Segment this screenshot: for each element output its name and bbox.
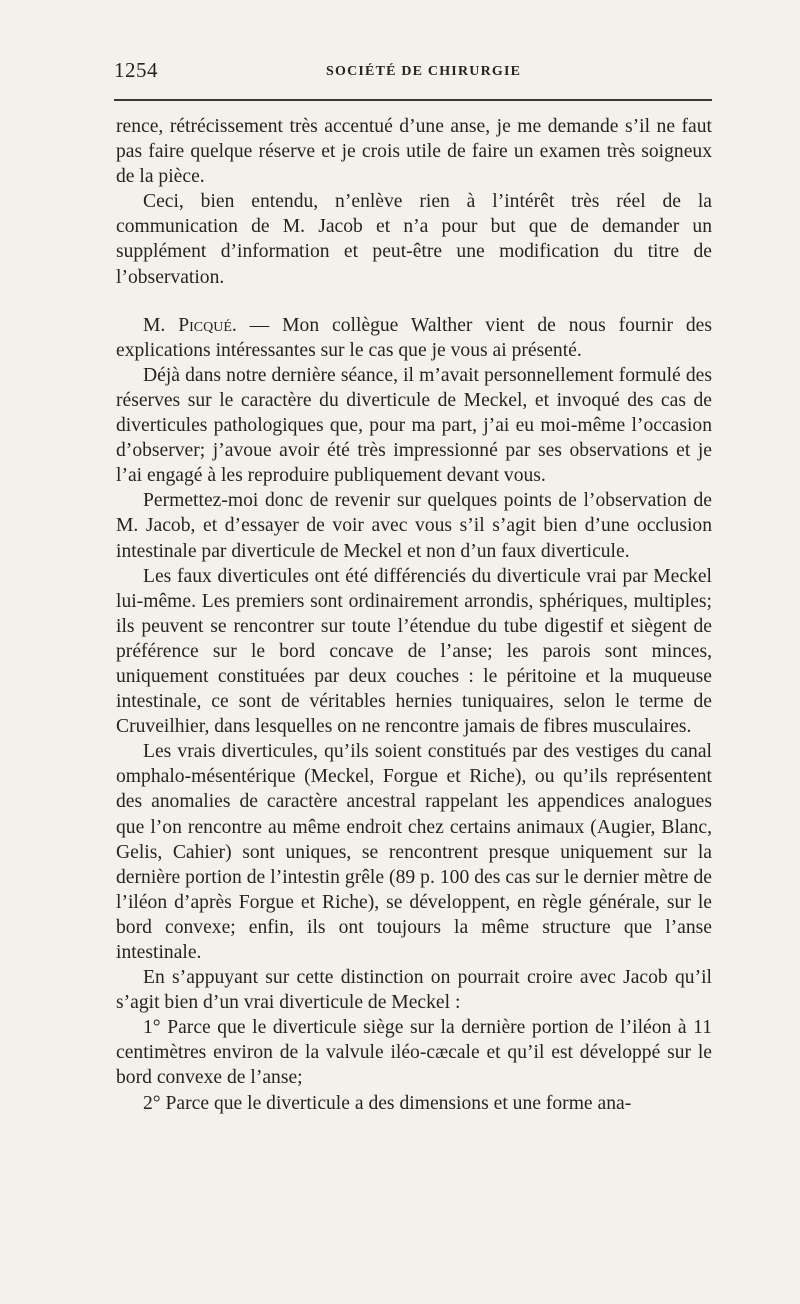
page-number: 1254	[114, 58, 158, 82]
paragraph: En s’appuyant sur cette distinction on pourrait croire avec Jacob qu’il s’agit bien d’un vrai diverticule de Meckel :	[116, 967, 712, 1014]
paragraph-speaker	[116, 313, 712, 363]
journal-title: SOCIÉTÉ DE CHIRURGIE	[326, 64, 522, 79]
header-rule	[114, 99, 712, 101]
paragraph: Déjà dans notre dernière séance, il m’avait personnellement formulé des réserves sur le caractère du diverticule de Meckel, et invoqué des cas de diverticules pathologiques que, pour ma part, j’ai eu moi-même l’occasion d’observer; j’avoue avoir été très impressionné par ses observations et je l’ai engagé à les reproduire publiquement devant vous.	[116, 364, 712, 487]
paragraph-numbered: 1° Parce que le diverticule siège sur la dernière portion de l’iléon à 11 centimètres environ de la valvule iléo-cæcale et qu’il est développé sur le bord convexe de l’anse;	[116, 1017, 712, 1089]
speaker-text: — Mon collègue Walther vient de nous fournir des explications intéressantes sur le cas que je vous ai présenté.	[116, 314, 712, 361]
paragraph: Les vrais diverticules, qu’ils soient constitués par des vestiges du canal omphalo-mésentérique (Meckel, Forgue et Riche), ou qu’ils représentent des anomalies de caractère ancestral rappelant les appendices analogues que l’on rencontre au même endroit chez certains animaux (Augier, Blanc, Gelis, Cahier) sont uniques, se rencontrent presque uniquement sur la dernière portion de l’intestin grêle (89 p. 100 des cas sur le dernier mètre de l’iléon d’après Forgue et Riche), se développent, en règle générale, sur le bord convexe; enfin, ils ont toujours la même structure que l’anse intestinale.	[116, 741, 712, 963]
speaker-prefix: M.	[143, 314, 179, 336]
speaker-name: Picqué.	[178, 314, 237, 336]
paragraph: Ceci, bien entendu, n’enlève rien à l’intérêt très réel de la communication de M. Jacob et n’a pour but que de demander un supplément d’information et peut-être une modification du titre de l’observation.	[116, 191, 712, 288]
paragraph-continuation: rence, rétrécissement très accentué d’une anse, je me demande s’il ne faut pas faire quelque réserve et je crois utile de faire un examen très soigneux de la pièce.	[116, 116, 712, 188]
body-text	[116, 114, 712, 1116]
paragraph-numbered: 2° Parce que le diverticule a des dimensions et une forme ana-	[143, 1092, 632, 1114]
paragraph: Permettez-moi donc de revenir sur quelques points de l’observation de M. Jacob, et d’essayer de voir avec vous s’il s’agit bien d’une occlusion intestinale par diverticule de Meckel et non d’un faux diverticule.	[116, 490, 712, 562]
paragraph: Les faux diverticules ont été différenciés du diverticule vrai par Meckel lui-même. Les premiers sont ordinairement arrondis, sphériques, multiples; ils peuvent se rencontrer sur toute l’étendue du tube digestif et siègent de préférence sur le bord concave de l’anse; les parois sont minces, uniquement constituées par deux couches : le péritoine et la muqueuse intestinale, ce sont de véritables hernies tuniquaires, selon le terme de Cruveilhier, dans lesquelles on ne rencontre jamais de fibres musculaires.	[116, 565, 712, 738]
running-head	[114, 58, 714, 90]
